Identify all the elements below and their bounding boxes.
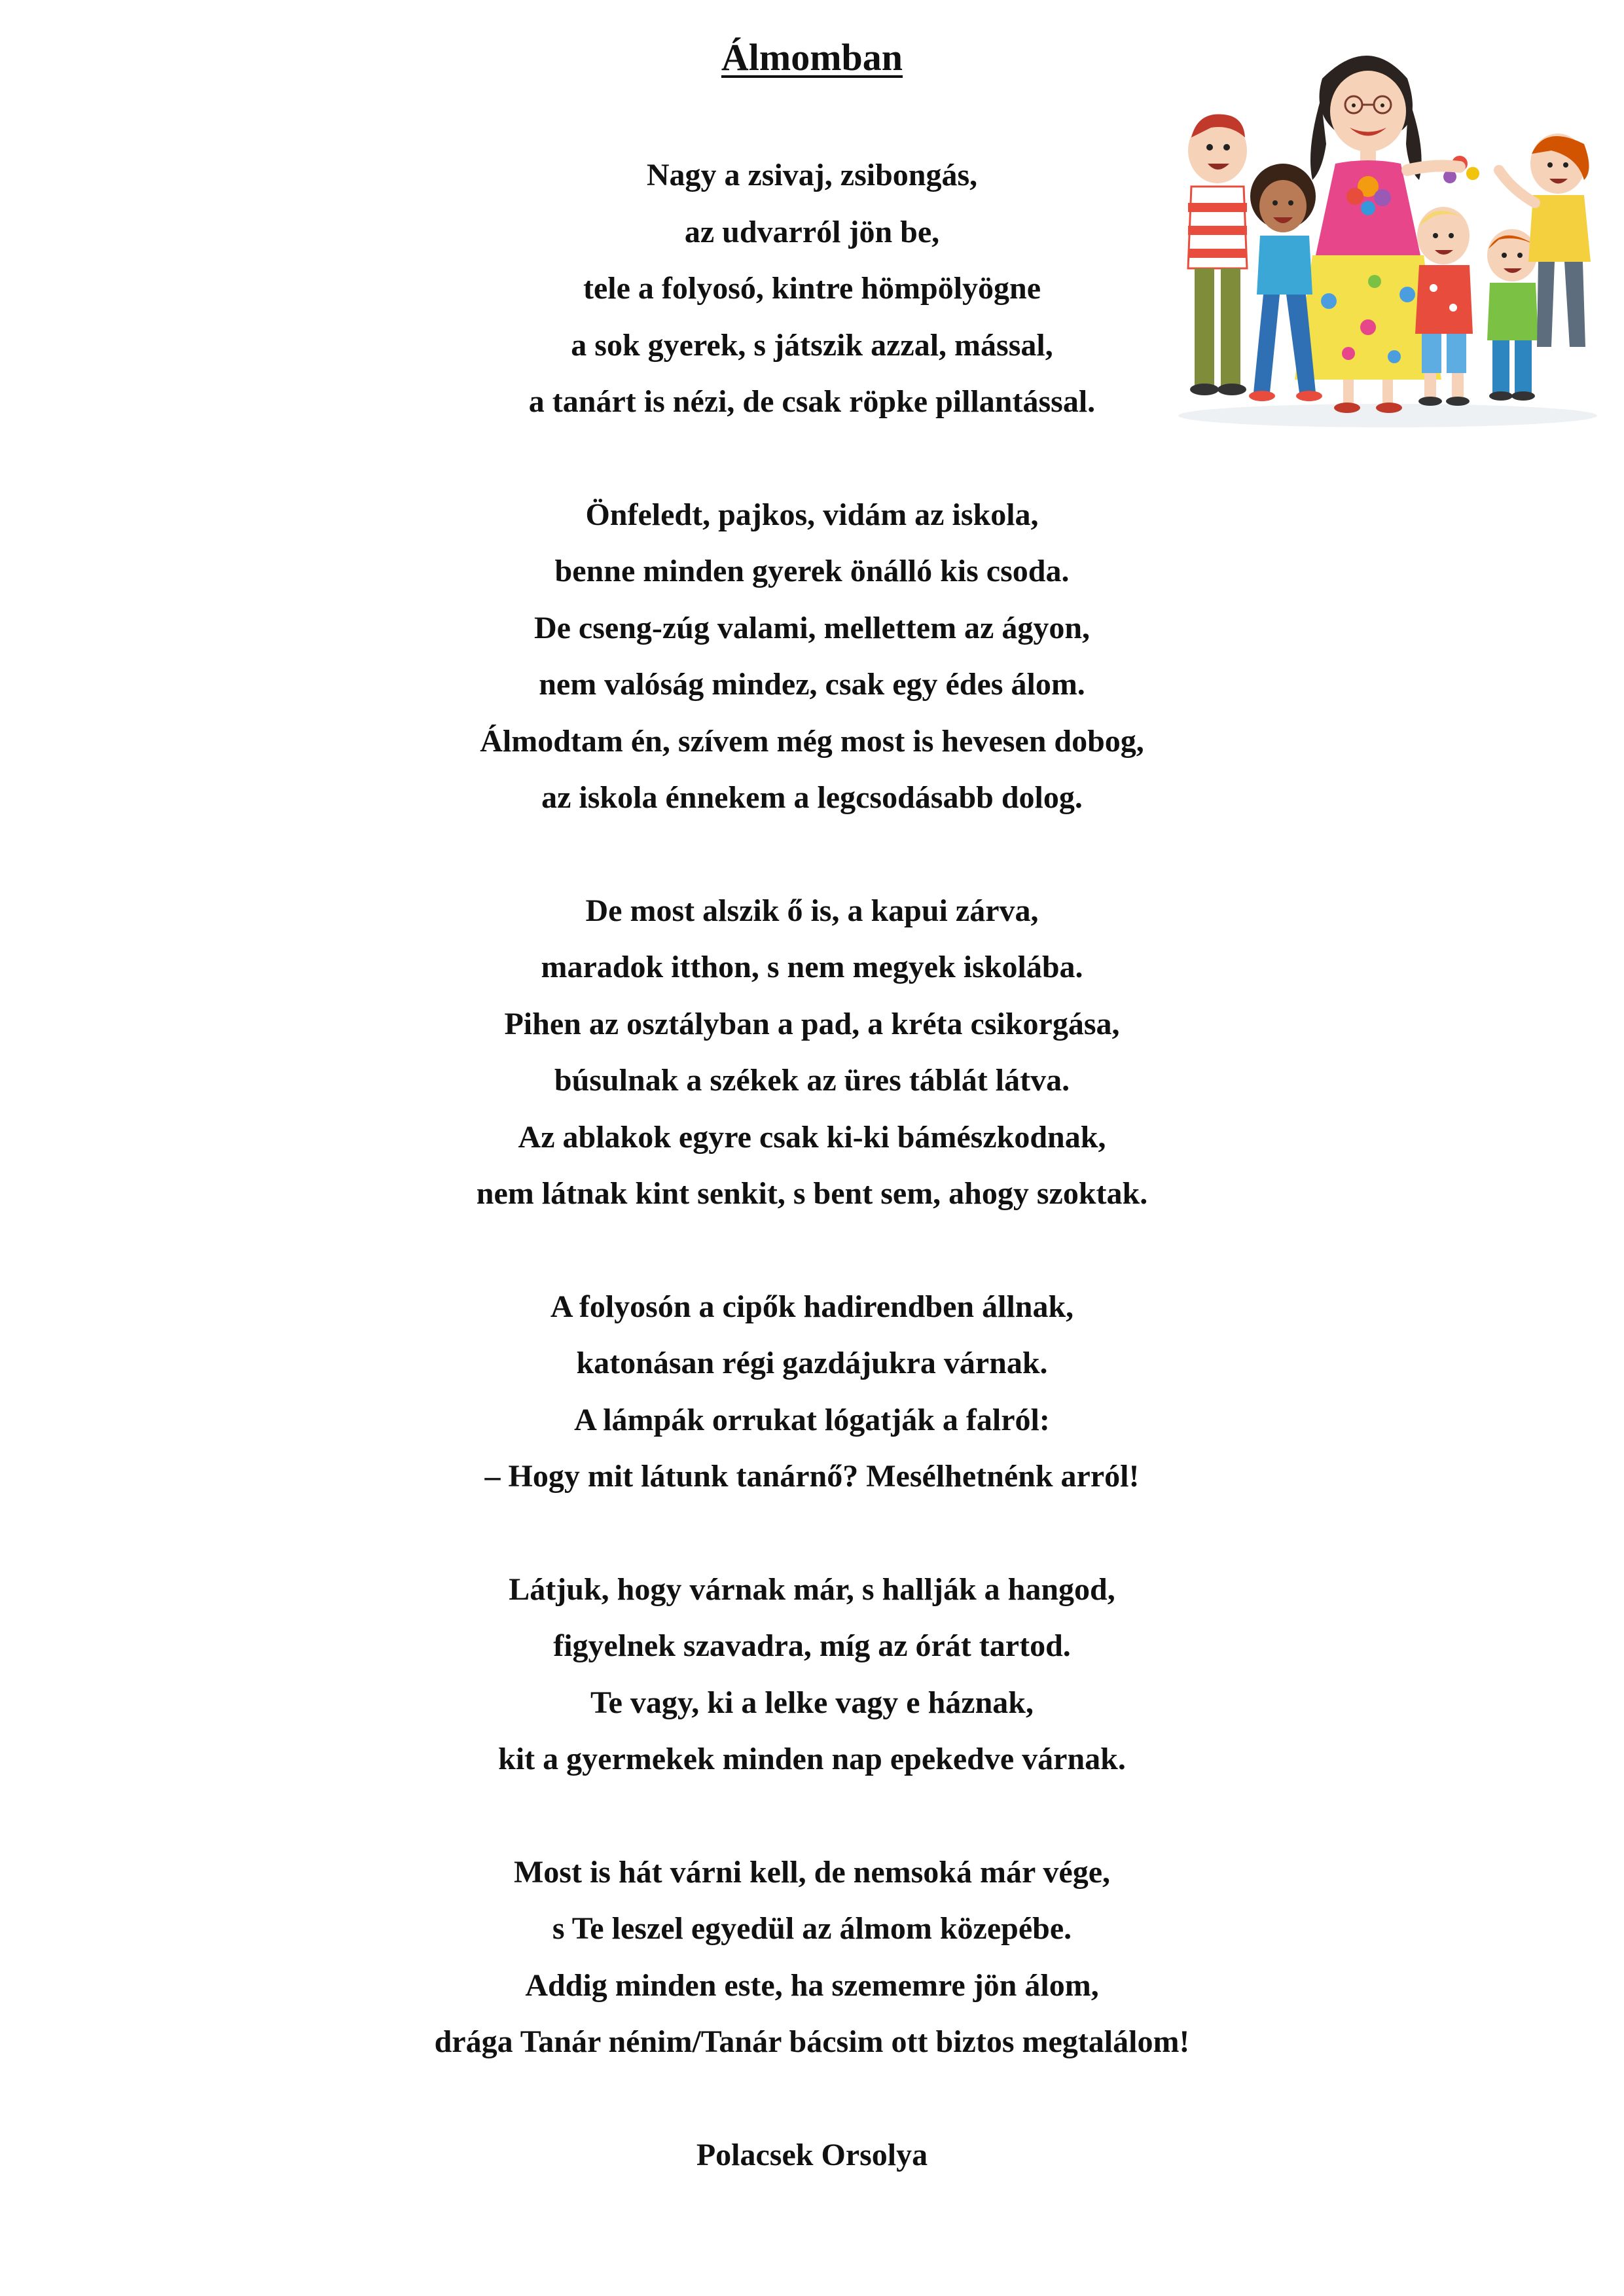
poem-line: Az ablakok egyre csak ki-ki bámészkodnak, (518, 1119, 1106, 1155)
stanza (0, 1562, 1624, 1788)
poem-author: Polacsek Orsolya (696, 2137, 928, 2172)
poem-line: benne minden gyerek önálló kis csoda. (554, 554, 1070, 588)
poem-line: maradok itthon, s nem megyek iskolába. (541, 950, 1083, 984)
poem-line: kit a gyermekek minden nap epekedve várnak. (498, 1742, 1126, 1776)
poem-line: Addig minden este, ha szememre jön álom, (525, 1967, 1099, 2003)
poem-line: s Te leszel egyedül az álmom közepébe. (552, 1911, 1072, 1946)
poem-line: az udvarról jön be, (684, 214, 940, 249)
stanza (0, 1279, 1624, 1505)
poem-line: drága Tanár nénim/Tanár bácsim ott biztos megtalálom! (434, 2024, 1190, 2059)
poem-line: a tanárt is nézi, de csak röpke pillantással. (528, 384, 1096, 419)
poem-line: nem valóság mindez, csak egy édes álom. (539, 667, 1085, 702)
stanza (0, 883, 1624, 1223)
poem-line: Nagy a zsivaj, zsibongás, (646, 158, 978, 192)
poem-line: A lámpák orrukat lógatják a falról: (574, 1402, 1050, 1437)
poem-title: Álmomban (721, 36, 903, 79)
poem-line: nem látnak kint senkit, s bent sem, ahogy szoktak. (476, 1176, 1148, 1211)
stanza (0, 487, 1624, 827)
poem-line: Te vagy, ki a lelke vagy e háznak, (590, 1685, 1034, 1720)
poem-line: – Hogy mit látunk tanárnő? Mesélhetnénk arról! (484, 1459, 1140, 1494)
poem-line: Álmodtam én, szívem még most is hevesen dobog, (480, 723, 1144, 759)
poem-line: A folyosón a cipők hadirendben állnak, (550, 1289, 1074, 1324)
stanza (0, 147, 1624, 431)
poem-line: Önfeledt, pajkos, vidám az iskola, (585, 497, 1039, 532)
poem-line: Látjuk, hogy várnak már, s hallják a hangod, (509, 1571, 1115, 1607)
poem-line: az iskola énnekem a legcsodásabb dolog. (541, 780, 1083, 815)
poem-body (0, 147, 1624, 2183)
poem-line: figyelnek szavadra, míg az órát tartod. (553, 1628, 1071, 1663)
poem-line: katonásan régi gazdájukra várnak. (576, 1346, 1048, 1380)
poem-line: Pihen az osztályban a pad, a kréta csikorgása, (504, 1006, 1120, 1041)
poem-line: tele a folyosó, kintre hömpölyögne (583, 271, 1041, 306)
poem-line: Most is hát várni kell, de nemsoká már vége, (513, 1854, 1111, 1890)
poem-line: a sok gyerek, s játszik azzal, mással, (571, 327, 1053, 363)
stanza (0, 1844, 1624, 2071)
poem-line: De cseng-zúg valami, mellettem az ágyon, (533, 610, 1091, 645)
poem-line: búsulnak a székek az üres táblát látva. (554, 1063, 1070, 1098)
poem-line: De most alszik ő is, a kapui zárva, (585, 893, 1039, 928)
